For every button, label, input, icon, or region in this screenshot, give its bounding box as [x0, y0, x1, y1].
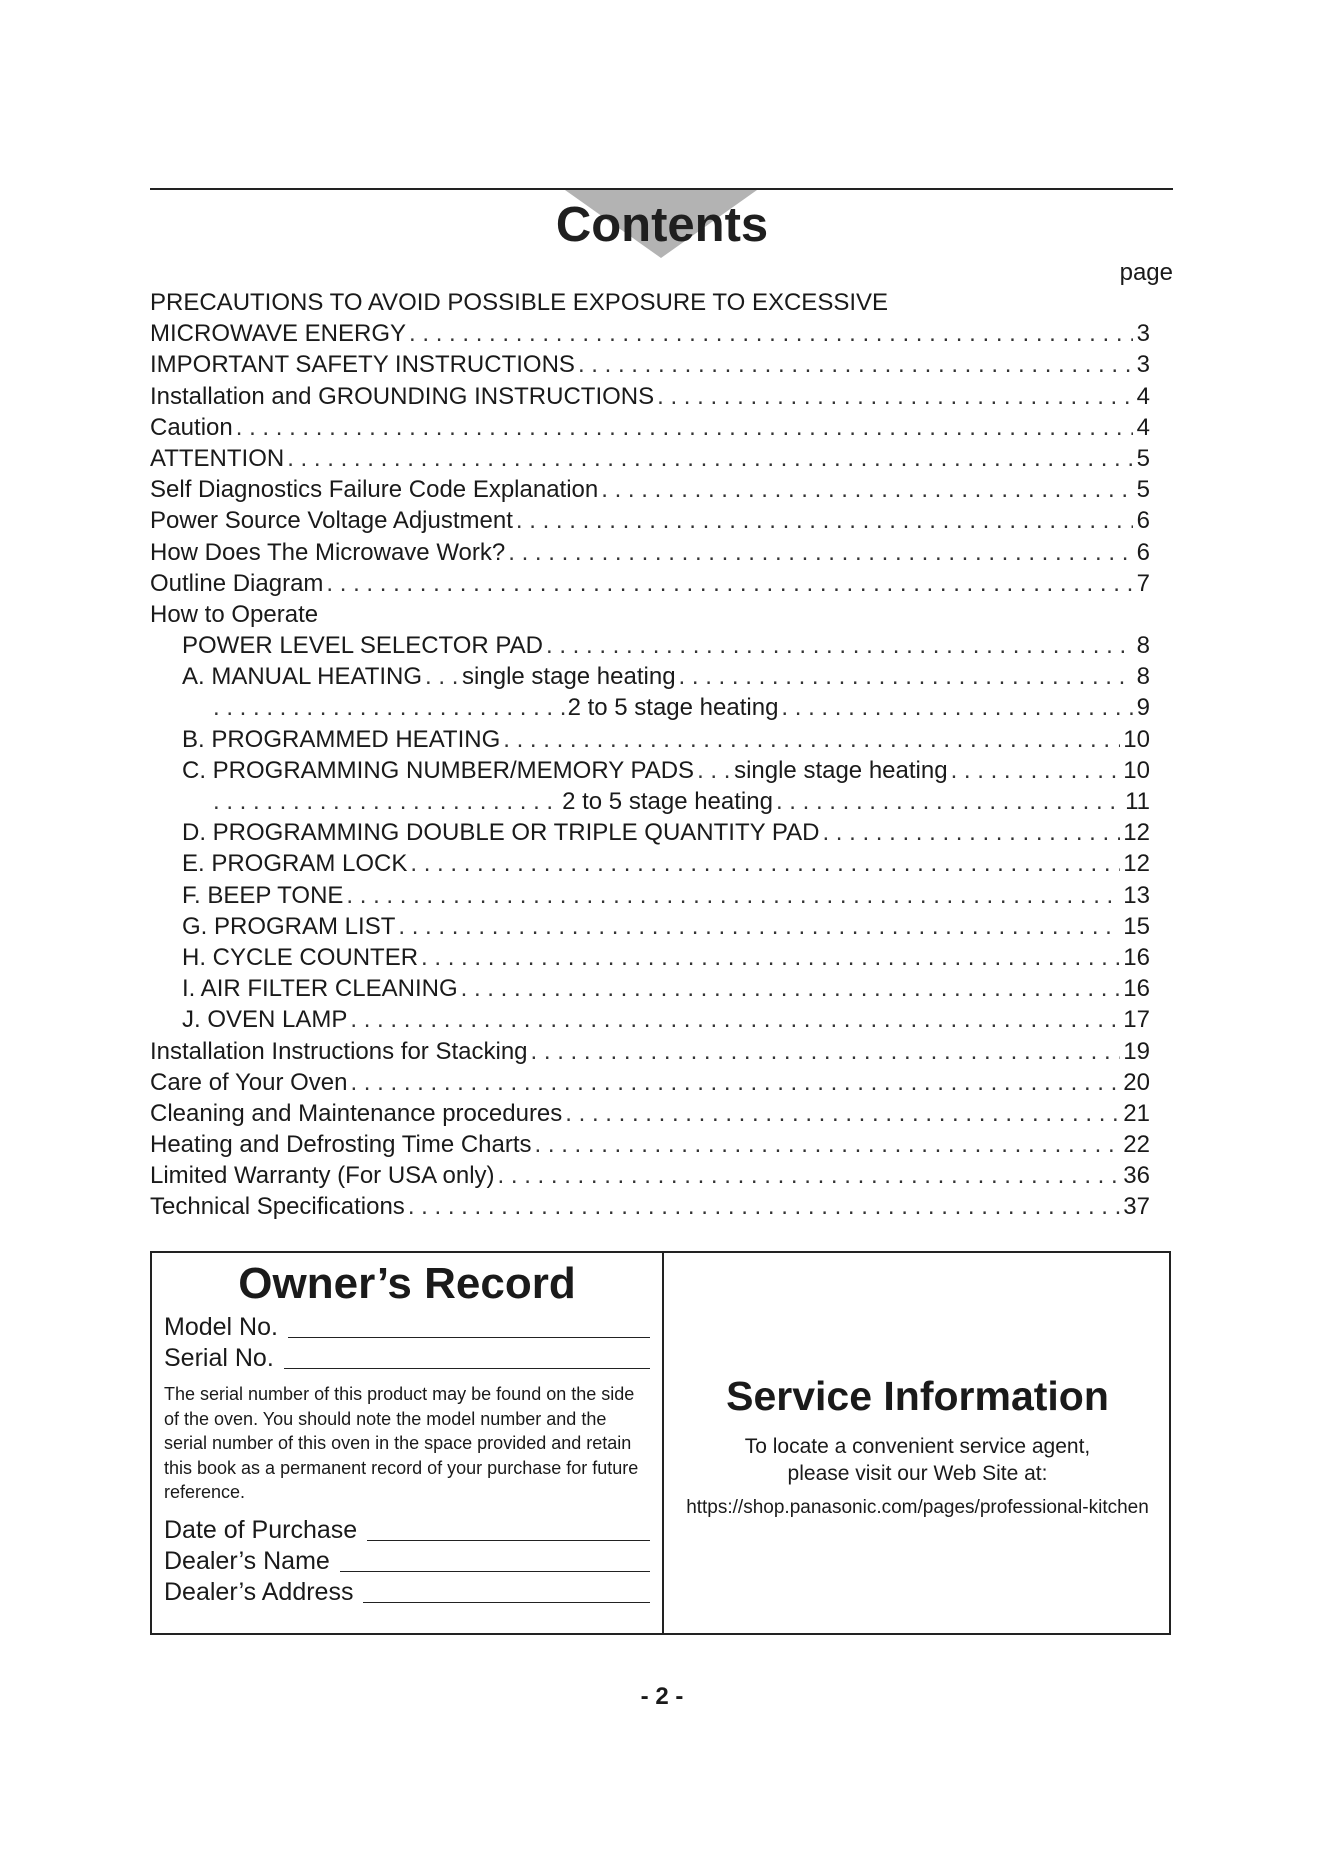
toc-entry[interactable] — [150, 568, 1150, 599]
toc-page-number: 12 — [1123, 850, 1150, 878]
serial-label: Serial No. — [164, 1344, 274, 1372]
toc-entry-title: Care of Your Oven — [150, 1068, 348, 1096]
model-blank-line[interactable] — [288, 1337, 650, 1338]
toc-entry[interactable] — [150, 755, 1150, 786]
toc-page-number: 6 — [1136, 507, 1150, 535]
toc-leader-dots — [213, 692, 565, 723]
toc-entry[interactable] — [150, 973, 1150, 1004]
toc-entry-title: Power Source Voltage Adjustment — [150, 507, 513, 535]
toc-page-number: 8 — [1136, 663, 1150, 691]
toc-entry-title: Self Diagnostics Failure Code Explanation — [150, 476, 599, 504]
toc-leader-dots — [398, 911, 1120, 942]
toc-page-number: 10 — [1123, 725, 1150, 753]
toc-entry-title: Outline Diagram — [150, 569, 324, 597]
page-number: - 2 - — [640, 1683, 684, 1710]
dealer-name-label: Dealer’s Name — [164, 1546, 330, 1575]
toc-page-number: 5 — [1136, 444, 1150, 472]
date-field — [164, 1515, 650, 1546]
toc-leader-dots — [350, 1004, 1120, 1035]
page-title: Contents — [555, 198, 769, 252]
toc-entry[interactable] — [150, 287, 1150, 318]
toc-entry[interactable] — [150, 848, 1150, 879]
service-text-line2: please visit our Web Site at: — [787, 1462, 1048, 1485]
toc-leader-dots — [213, 786, 559, 817]
toc-leader-dots — [410, 848, 1120, 879]
toc-leader-dots — [350, 1067, 1120, 1098]
toc-entry-title: Heating and Defrosting Time Charts — [150, 1131, 532, 1159]
toc-leader-dots — [546, 630, 1133, 661]
dealer-address-blank-line[interactable] — [363, 1602, 650, 1603]
toc-entry-title: POWER LEVEL SELECTOR PAD — [182, 632, 543, 660]
table-of-contents — [150, 287, 1150, 1223]
toc-entry-title: C. PROGRAMMING NUMBER/MEMORY PADS — [182, 756, 695, 784]
toc-entry[interactable] — [150, 1004, 1150, 1035]
toc-entry[interactable] — [150, 1067, 1150, 1098]
toc-page-number: 17 — [1123, 1006, 1150, 1034]
toc-entry-subtitle: 2 to 5 stage heating — [567, 694, 779, 722]
toc-page-number: 7 — [1136, 569, 1150, 597]
toc-entry-title: J. OVEN LAMP — [182, 1006, 348, 1034]
serial-field — [164, 1343, 650, 1374]
toc-leader-dots — [776, 786, 1122, 817]
model-field — [164, 1312, 650, 1343]
owner-record-title: Owner’s Record — [238, 1259, 576, 1308]
toc-entry[interactable] — [150, 537, 1150, 568]
toc-leader-dots — [535, 1129, 1121, 1160]
toc-entry-title: Technical Specifications — [150, 1193, 405, 1221]
toc-page-number: 19 — [1123, 1037, 1150, 1065]
toc-leader-dots — [601, 474, 1133, 505]
toc-entry[interactable] — [150, 630, 1150, 661]
service-text — [664, 1433, 1171, 1487]
page-column-label: page — [1119, 259, 1173, 286]
toc-entry[interactable] — [150, 1160, 1150, 1191]
toc-page-number: 36 — [1123, 1162, 1150, 1190]
toc-entry-title: How to Operate — [150, 600, 319, 628]
toc-entry-title: MICROWAVE ENERGY — [150, 320, 407, 348]
toc-page-number: 9 — [1136, 694, 1150, 722]
toc-leader-dots — [425, 661, 459, 692]
toc-leader-dots — [326, 568, 1133, 599]
service-information — [664, 1253, 1171, 1633]
toc-page-number: 6 — [1136, 538, 1150, 566]
toc-leader-dots — [565, 1098, 1120, 1129]
toc-entry-title: PRECAUTIONS TO AVOID POSSIBLE EXPOSURE TO EXCESSIVE — [150, 289, 889, 316]
toc-entry-title: F. BEEP TONE — [182, 881, 344, 909]
toc-leader-dots — [346, 880, 1120, 911]
toc-leader-dots — [503, 724, 1120, 755]
toc-entry[interactable] — [150, 505, 1150, 536]
date-label: Date of Purchase — [164, 1515, 358, 1544]
toc-entry-title: Installation and GROUNDING INSTRUCTIONS — [150, 382, 655, 410]
toc-entry-title: G. PROGRAM LIST — [182, 912, 396, 940]
toc-entry[interactable] — [150, 724, 1150, 755]
toc-entry[interactable] — [150, 786, 1150, 817]
toc-leader-dots — [461, 973, 1121, 1004]
toc-entry-title: ATTENTION — [150, 444, 285, 472]
toc-page-number: 4 — [1136, 382, 1150, 410]
toc-entry[interactable] — [150, 1036, 1150, 1067]
toc-entry[interactable] — [150, 381, 1150, 412]
toc-page-number: 22 — [1123, 1131, 1150, 1159]
toc-leader-dots — [516, 505, 1133, 536]
toc-page-number: 37 — [1123, 1193, 1150, 1221]
owner-record — [164, 1253, 650, 1608]
toc-entry[interactable] — [150, 942, 1150, 973]
toc-leader-dots — [498, 1160, 1121, 1191]
toc-page-number: 5 — [1136, 476, 1150, 504]
toc-entry-title: How Does The Microwave Work? — [150, 538, 506, 566]
toc-entry-title: Installation Instructions for Stacking — [150, 1037, 528, 1065]
toc-page-number: 15 — [1123, 912, 1150, 940]
toc-entry-title: Cleaning and Maintenance procedures — [150, 1099, 563, 1127]
toc-entry-subtitle: single stage heating — [462, 663, 676, 691]
toc-entry-subtitle: single stage heating — [734, 756, 948, 784]
toc-leader-dots — [781, 692, 1133, 723]
dealer-address-field — [164, 1577, 650, 1608]
toc-entry-title: IMPORTANT SAFETY INSTRUCTIONS — [150, 351, 575, 379]
service-text-line1: To locate a convenient service agent, — [744, 1435, 1091, 1458]
toc-entry[interactable] — [150, 443, 1150, 474]
toc-leader-dots — [822, 817, 1120, 848]
toc-entry-title: H. CYCLE COUNTER — [182, 943, 419, 971]
toc-page-number: 21 — [1123, 1099, 1150, 1127]
service-url-link[interactable]: https://shop.panasonic.com/pages/professional-kitchen — [686, 1497, 1149, 1518]
toc-leader-dots — [697, 755, 731, 786]
toc-entry[interactable] — [150, 692, 1150, 723]
toc-entry[interactable] — [150, 599, 1150, 630]
toc-page-number: 16 — [1123, 975, 1150, 1003]
toc-entry-title: D. PROGRAMMING DOUBLE OR TRIPLE QUANTITY PAD — [182, 819, 820, 847]
toc-page-number: 4 — [1136, 413, 1150, 441]
toc-entry[interactable] — [150, 412, 1150, 443]
toc-entry[interactable] — [150, 817, 1150, 848]
toc-leader-dots — [578, 349, 1133, 380]
toc-entry-title: Caution — [150, 413, 233, 441]
dealer-address-label: Dealer’s Address — [164, 1577, 354, 1606]
toc-entry-title: A. MANUAL HEATING — [182, 663, 423, 691]
toc-leader-dots — [236, 412, 1133, 443]
dealer-name-field — [164, 1546, 650, 1577]
owner-record-note: The serial number of this product may be found on the side of the oven. You should note the model number and the serial number of this oven in the space provided and retain this book as a permanent record of your purchase for future reference. — [164, 1384, 639, 1502]
toc-entry[interactable] — [150, 349, 1150, 380]
toc-entry-title: E. PROGRAM LOCK — [182, 850, 408, 878]
toc-entry[interactable] — [150, 318, 1150, 349]
toc-entry-subtitle: 2 to 5 stage heating — [562, 788, 773, 815]
toc-leader-dots — [508, 537, 1133, 568]
toc-entry[interactable] — [150, 1129, 1150, 1160]
toc-leader-dots — [409, 318, 1133, 349]
toc-leader-dots — [951, 755, 1121, 786]
toc-leader-dots — [421, 942, 1120, 973]
toc-leader-dots — [657, 381, 1133, 412]
model-label: Model No. — [164, 1313, 278, 1341]
toc-page-number: 11 — [1125, 788, 1150, 815]
toc-entry[interactable] — [150, 1098, 1150, 1129]
toc-entry[interactable] — [150, 1191, 1150, 1222]
toc-entry[interactable] — [150, 911, 1150, 942]
service-title: Service Information — [726, 1373, 1109, 1419]
toc-leader-dots — [531, 1036, 1121, 1067]
toc-entry-title: Limited Warranty (For USA only) — [150, 1162, 495, 1190]
toc-leader-dots — [287, 443, 1133, 474]
toc-entry[interactable] — [150, 880, 1150, 911]
toc-page-number: 13 — [1123, 881, 1150, 909]
toc-page-number: 20 — [1123, 1068, 1150, 1096]
toc-page-number: 16 — [1123, 943, 1150, 971]
toc-entry-title: I. AIR FILTER CLEANING — [182, 975, 458, 1003]
toc-page-number: 10 — [1123, 756, 1150, 784]
toc-entry-title: B. PROGRAMMED HEATING — [182, 725, 501, 753]
toc-entry[interactable] — [150, 474, 1150, 505]
dealer-name-blank-line[interactable] — [340, 1571, 650, 1572]
toc-page-number: 3 — [1136, 351, 1150, 379]
toc-entry[interactable] — [150, 661, 1150, 692]
toc-leader-dots — [679, 661, 1133, 692]
serial-blank-line[interactable] — [284, 1368, 650, 1369]
record-box — [150, 1251, 1171, 1635]
toc-leader-dots — [408, 1191, 1120, 1222]
toc-page-number: 12 — [1123, 819, 1150, 847]
date-blank-line[interactable] — [367, 1540, 650, 1541]
toc-page-number: 8 — [1136, 632, 1150, 660]
toc-page-number: 3 — [1136, 320, 1150, 348]
